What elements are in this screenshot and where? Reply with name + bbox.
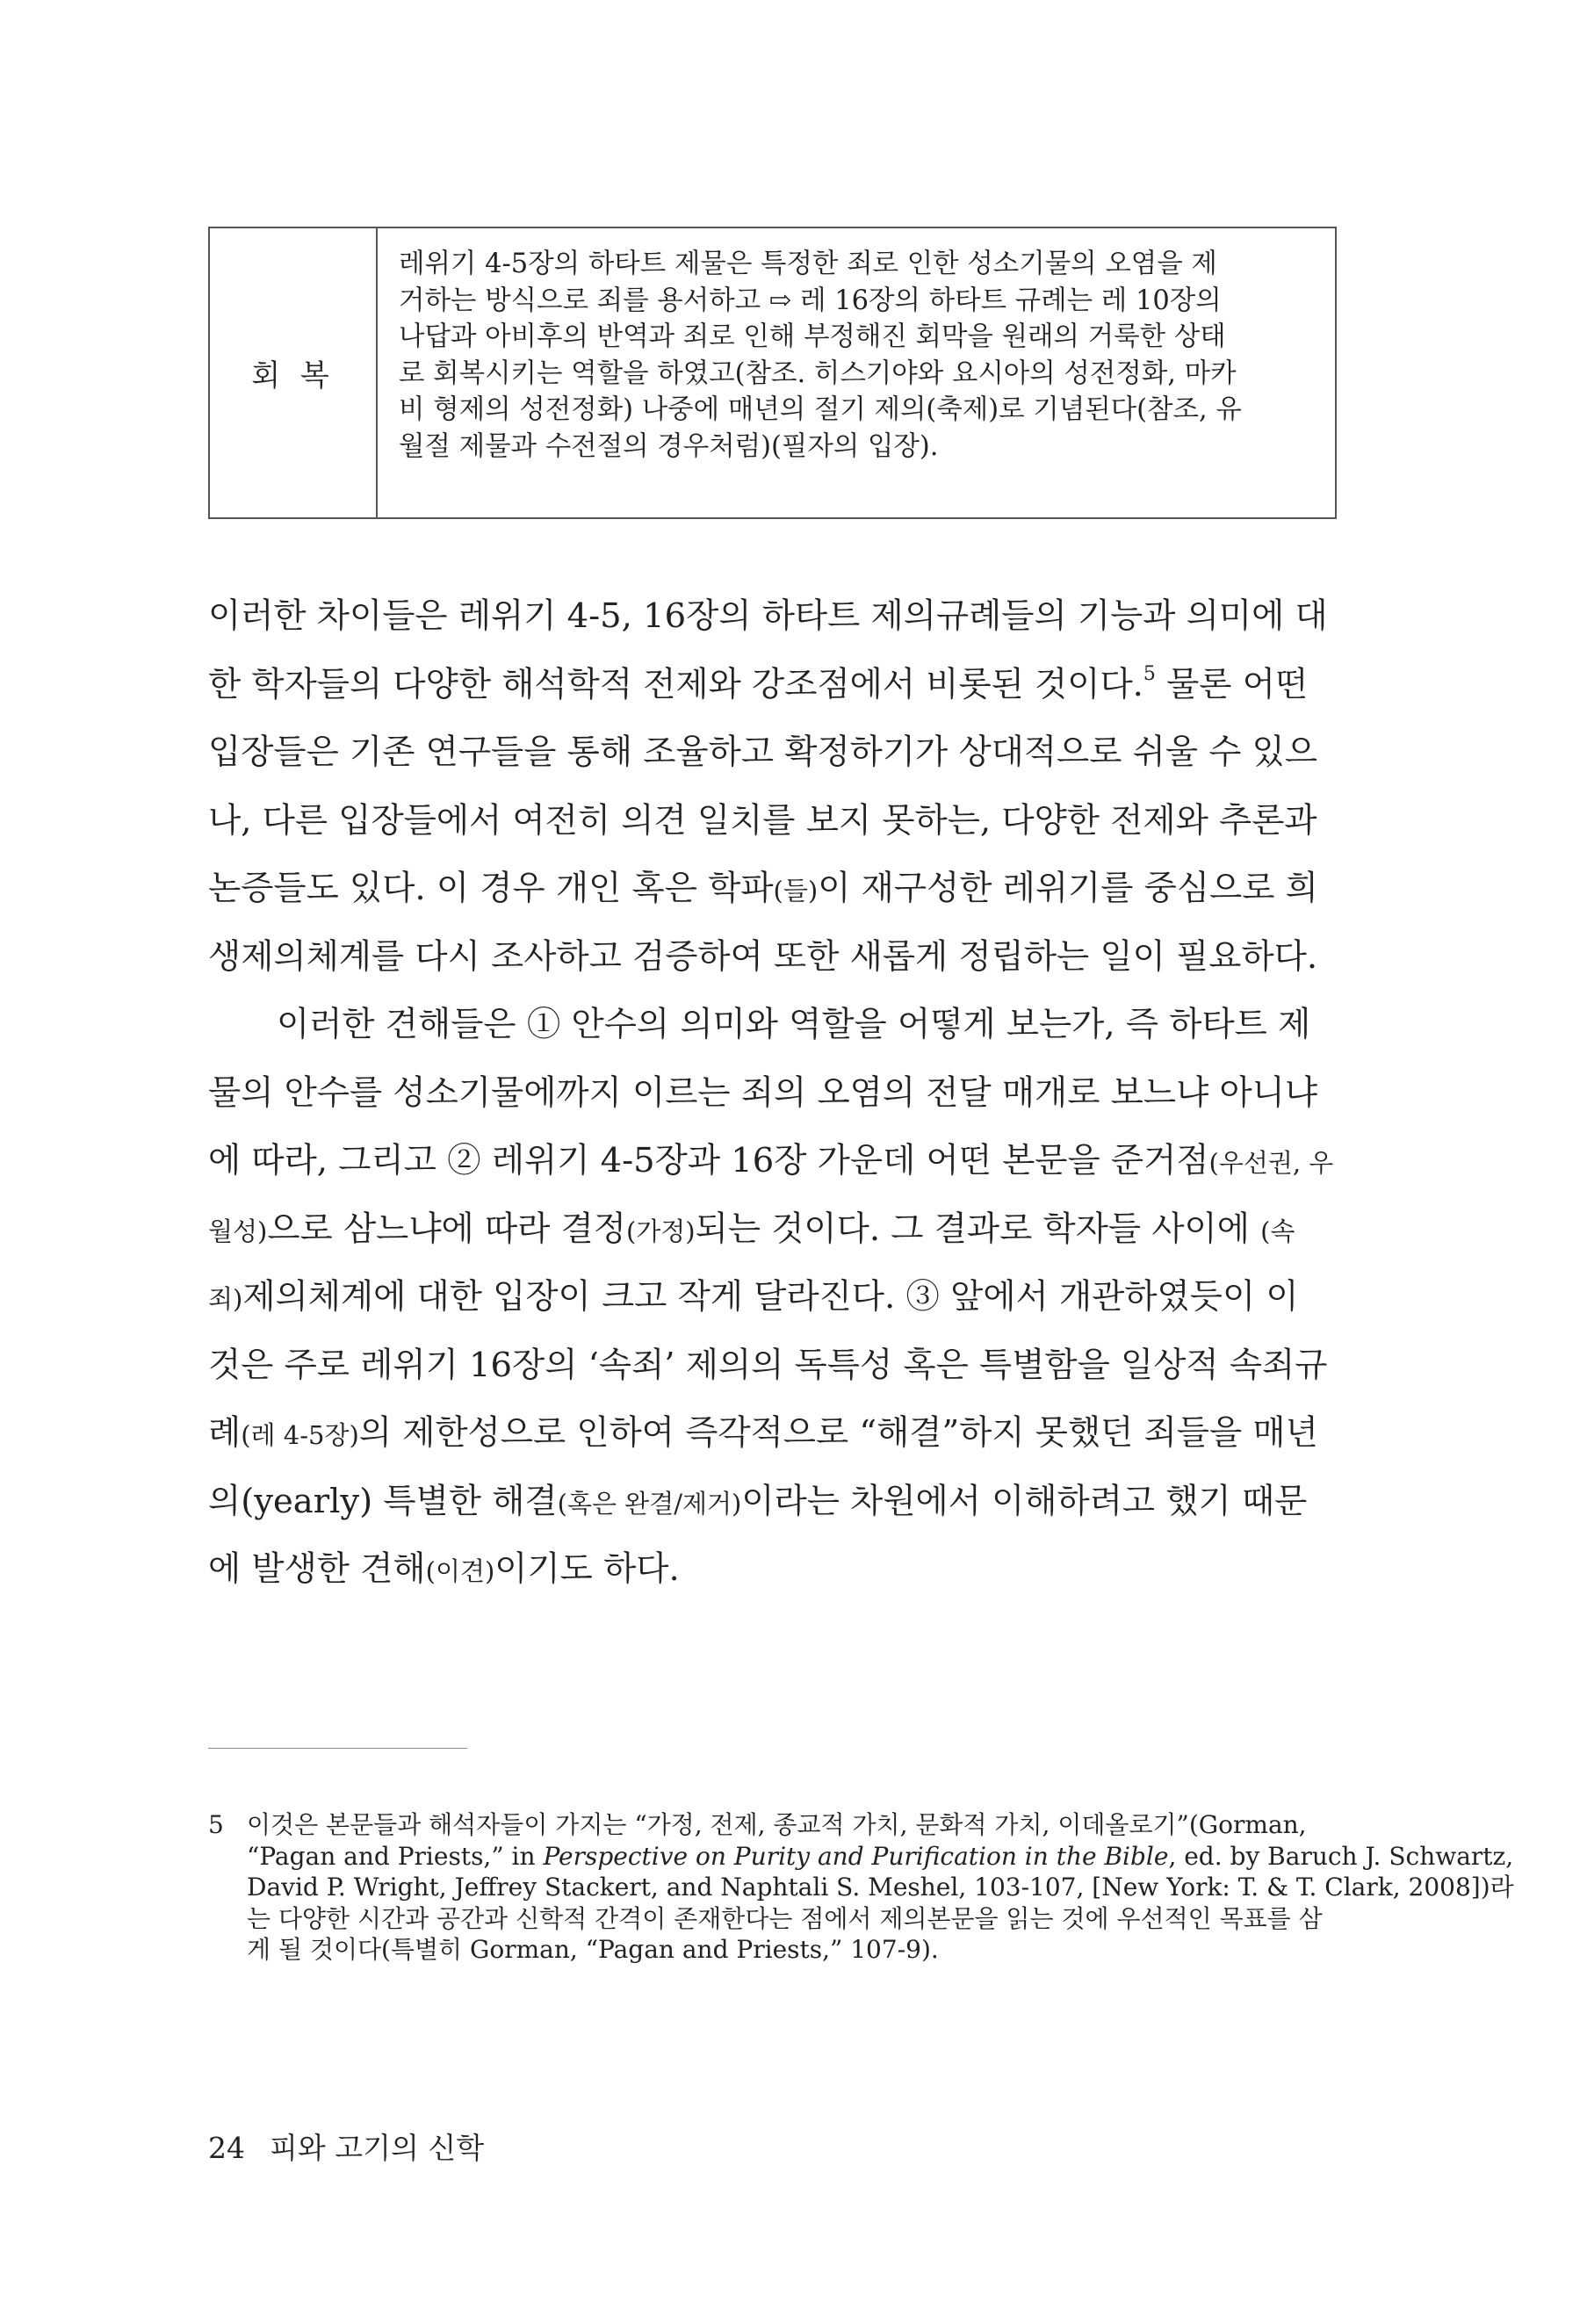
summary-table: [208, 227, 1337, 519]
book-title-italic: Perspective on Purity and Purification in the Bible: [543, 1841, 1169, 1871]
body-line: 논증들도 있다. 이 경우 개인 혹은 학파(들)이 재구성한 레위기를 중심으로 희: [208, 869, 1318, 908]
body-line: 생제의체계를 다시 조사하고 검증하여 또한 새롭게 정립하는 일이 필요하다.: [208, 936, 1318, 977]
body-line: 이러한 견해들은 ① 안수의 의미와 역할을 어떻게 보는가, 즉 하타트 제: [277, 1005, 1311, 1044]
footnote-divider: [208, 1748, 467, 1749]
body-text: [208, 582, 1341, 1604]
footnote-line: “Pagan and Priests,” in Perspective on Purity and Purification in the Bible, ed. by Baruch J. Schwartz,: [247, 1841, 1514, 1871]
table-line: 비 형제의 성전정화) 나중에 매년의 절기 제의(축제)로 기념된다(참조, 유: [399, 394, 1242, 425]
footnote-text: [247, 1809, 1514, 1966]
table-line: 로 회복시키는 역할을 하였고(참조. 히스기야와 요시아의 성전정화, 마카: [399, 357, 1237, 389]
page-footer: [208, 2126, 484, 2167]
body-line: 에 따라, 그리고 ② 레위기 4-5장과 16장 가운데 어떤 본문을 준거점(우선권, 우: [208, 1141, 1334, 1180]
body-line: 나, 다른 입장들에서 여전히 의견 일치를 보지 못하는, 다양한 전제와 추론과: [208, 800, 1317, 841]
table-line: 레위기 4-5장의 하타트 제물은 특정한 죄로 인한 성소기물의 오염을 제: [399, 249, 1217, 279]
body-line: 이러한 차이들은 레위기 4-5, 16장의 하타트 제의규례들의 기능과 의미에 대: [208, 596, 1328, 636]
table-label: 회 복: [210, 228, 378, 517]
body-line: 물의 안수를 성소기물에까지 이르는 죄의 오염의 전달 매개로 보느냐 아니냐: [208, 1072, 1318, 1113]
body-line: 례(레 4-5장)의 제한성으로 인하여 즉각적으로 “해결”하지 못했던 죄들을 매년: [208, 1413, 1318, 1453]
table-description: [378, 228, 1335, 517]
table-line: 월절 제물과 수전절의 경우처럼)(필자의 입장).: [399, 430, 939, 462]
body-line: 죄)제의체계에 대한 입장이 크고 작게 달라진다. ③ 앞에서 개관하였듯이 이: [208, 1277, 1299, 1317]
footnote-line: 게 될 것이다(특별히 Gorman, “Pagan and Priests,” 107-9).: [247, 1935, 939, 1964]
body-line: 에 발생한 견해(이견)이기도 하다.: [208, 1549, 680, 1589]
body-line: 월성)으로 삼느냐에 따라 결정(가정)되는 것이다. 그 결과로 학자들 사이에 (속: [208, 1209, 1295, 1249]
body-line: 입장들은 기존 연구들을 통해 조율하고 확정하기가 상대적으로 쉬울 수 있으: [208, 733, 1318, 772]
table-line: 나답과 아비후의 반역과 죄로 인해 부정해진 회막을 원래의 거룩한 상태: [399, 321, 1226, 352]
body-line: 것은 주로 레위기 16장의 ‘속죄’ 제의의 독특성 혹은 특별함을 일상적 속죄규: [208, 1345, 1328, 1385]
page-number: 24: [208, 2131, 245, 2165]
running-title: 피와 고기의 신학: [270, 2131, 485, 2165]
footnote-line: 는 다양한 시간과 공간과 신학적 간격이 존재한다는 점에서 제의본문을 읽는 것에 우선적인 목표를 삼: [247, 1903, 1323, 1933]
footnote-ref: 5: [1143, 662, 1156, 685]
footnote-line: 이것은 본문들과 해석자들이 가지는 “가정, 전제, 종교적 가치, 문화적 가치, 이데올로기”(Gorman,: [247, 1810, 1307, 1839]
footnote-line: David P. Wright, Jeffrey Stackert, and Naphtali S. Meshel, 103-107, [New York: T. & T. Clark, 2008])라: [247, 1873, 1514, 1902]
table-line: 거하는 방식으로 죄를 용서하고 ⇨ 레 16장의 하타트 규례는 레 10장의: [399, 285, 1222, 316]
body-line: 한 학자들의 다양한 해석학적 전제와 강조점에서 비롯된 것이다.$^5$ 물론 어떤: [208, 662, 1309, 704]
footnote-number: 5: [208, 1810, 224, 1839]
body-line: 의(yearly) 특별한 해결(혹은 완결/제거)이라는 차원에서 이해하려고 했기 때문: [208, 1481, 1308, 1521]
